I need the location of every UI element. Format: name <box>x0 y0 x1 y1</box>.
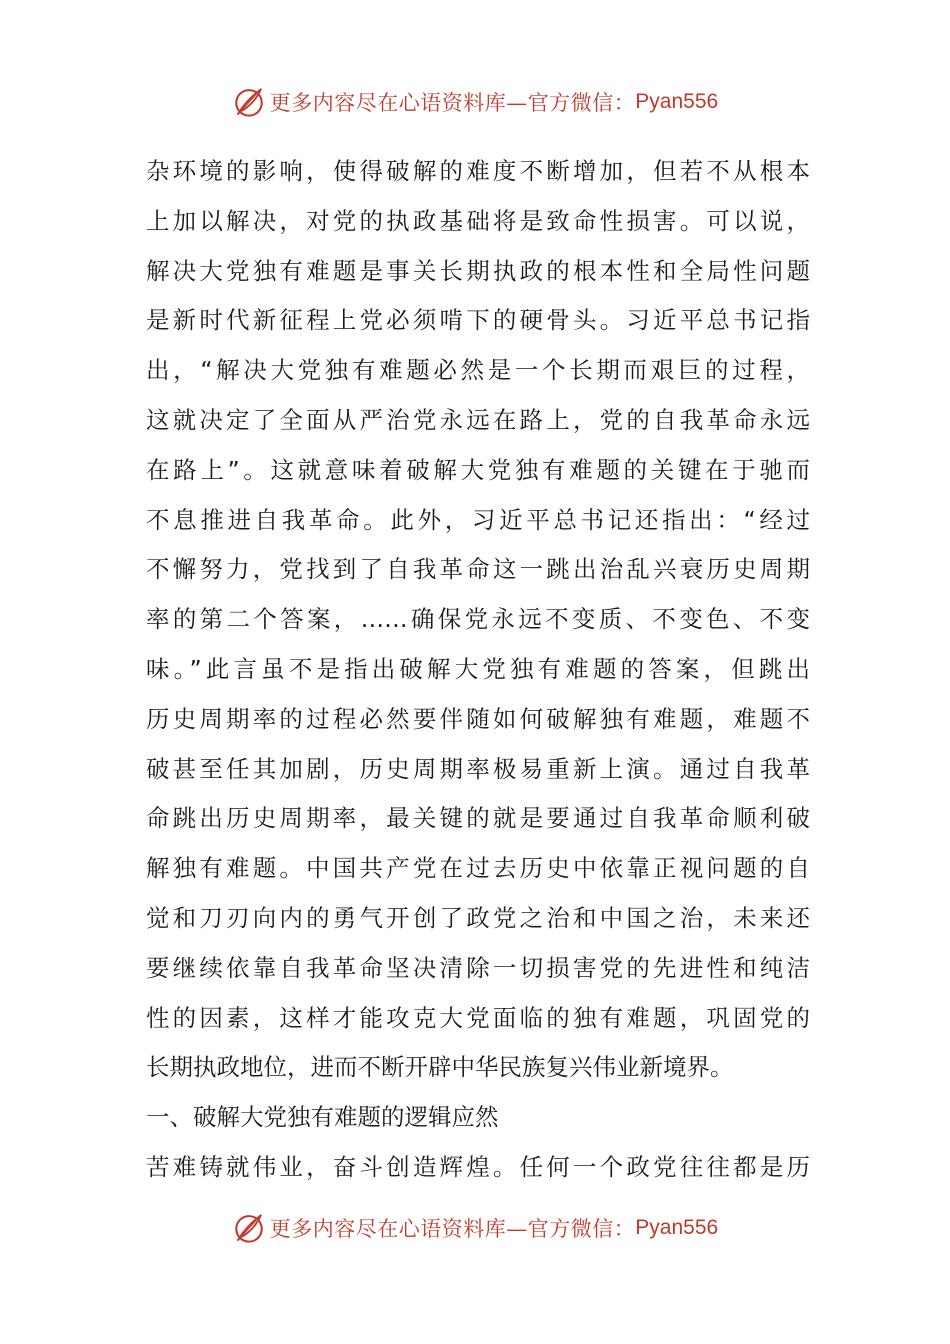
body-line: 不懈努力，党找到了自我革命这一跳出治乱兴衰历史周期 <box>146 555 810 584</box>
body-line: 觉和刀刃向内的勇气开创了政党之治和中国之治，未来还 <box>146 903 810 932</box>
body-line: 历史周期率的过程必然要伴随如何破解独有难题，难题不 <box>146 704 810 733</box>
body-line: 不息推进自我革命。此外，习近平总书记还指出：“经过 <box>146 505 810 534</box>
feather-pen-seal-icon <box>232 85 266 119</box>
body-line: 在路上”。这就意味着破解大党独有难题的关键在于驰而 <box>146 455 810 484</box>
body-line: 出，“解决大党独有难题必然是一个长期而艰巨的过程， <box>146 356 810 385</box>
body-line: 解决大党独有难题是事关长期执政的根本性和全局性问题 <box>146 256 810 285</box>
body-line: 破甚至任其加剧，历史周期率极易重新上演。通过自我革 <box>146 754 810 783</box>
body-line: 解独有难题。中国共产党在过去历史中依靠正视问题的自 <box>146 854 810 883</box>
document-body <box>146 147 810 1193</box>
body-line: 杂环境的影响，使得破解的难度不断增加，但若不从根本 <box>146 157 810 185</box>
body-line: 性的因素，这样才能攻克大党面临的独有难题，巩固党的 <box>146 1003 810 1032</box>
body-line: 长期执政地位，进而不断开辟中华民族复兴伟业新境界。 <box>146 1053 734 1082</box>
feather-pen-seal-icon <box>232 1211 266 1245</box>
section-heading: 一、破解大党独有难题的逻辑应然 <box>146 1103 499 1132</box>
body-line: 要继续依靠自我革命坚决清除一切损害党的先进性和纯洁 <box>146 953 810 982</box>
body-line: 苦难铸就伟业，奋斗创造辉煌。任何一个政党往往都是历 <box>146 1152 810 1181</box>
body-line: 命跳出历史周期率，最关键的就是要通过自我革命顺利破 <box>146 804 810 833</box>
footer-banner-text: 更多内容尽在心语资料库—官方微信： <box>269 1217 636 1241</box>
header-banner-handle: Pyan556 <box>635 90 719 113</box>
footer-banner <box>0 1208 950 1248</box>
header-banner-text: 更多内容尽在心语资料库—官方微信： <box>269 91 636 115</box>
body-line: 率的第二个答案，……确保党永远不变质、不变色、不变 <box>146 605 810 634</box>
footer-banner-handle: Pyan556 <box>635 1216 719 1239</box>
body-line: 味。”此言虽不是指出破解大党独有难题的答案，但跳出 <box>146 654 810 683</box>
body-line: 是新时代新征程上党必须啃下的硬骨头。习近平总书记指 <box>146 306 810 335</box>
header-banner <box>0 82 950 122</box>
body-line: 这就决定了全面从严治党永远在路上，党的自我革命永远 <box>146 405 810 434</box>
body-line: 上加以解决，对党的执政基础将是致命性损害。可以说， <box>146 206 810 235</box>
